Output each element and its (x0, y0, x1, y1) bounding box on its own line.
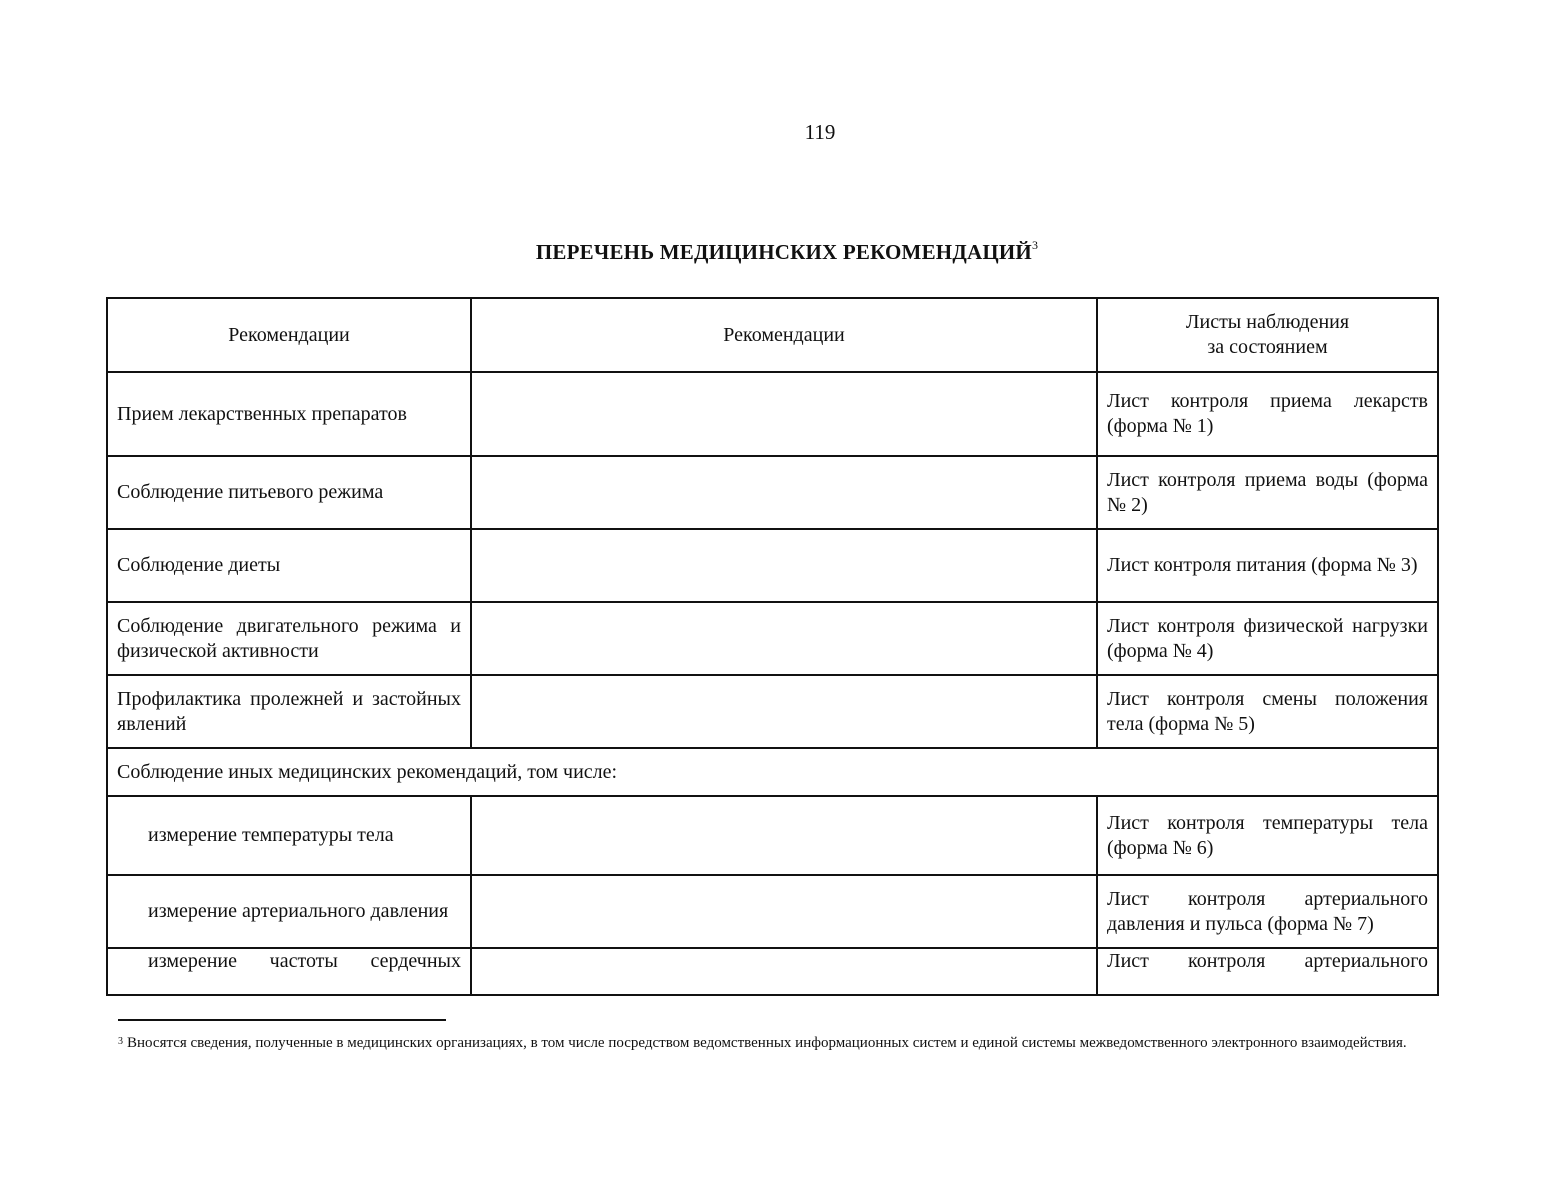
recommendation-cell: измерение частоты сердечных (107, 948, 471, 995)
sheet-cell: Лист контроля питания (форма № 3) (1097, 529, 1438, 602)
details-cell (471, 602, 1097, 675)
details-cell (471, 875, 1097, 948)
recommendation-cell: Прием лекарственных препаратов (107, 372, 471, 456)
details-cell (471, 372, 1097, 456)
table-row (107, 602, 1438, 675)
header-observation-sheets-line1: Листы наблюдения (1185, 311, 1350, 333)
table-header-row (107, 298, 1438, 372)
table-row (107, 456, 1438, 529)
sheet-cell: Лист контроля приема лекарств (форма № 1) (1097, 372, 1438, 456)
header-observation-sheets (1097, 298, 1438, 372)
recommendation-cell: Соблюдение двигательного режима и физической активности (107, 602, 471, 675)
header-observation-sheets-line2: за состоянием (1207, 336, 1328, 358)
details-cell (471, 796, 1097, 875)
footnote-text: Вносятся сведения, полученные в медицинских организациях, в том числе посредством ведомственных информационных систем и единой системы межведомственного электронного взаимодействия. (127, 1035, 1407, 1051)
sheet-cell: Лист контроля артериального (1097, 948, 1438, 995)
sheet-cell: Лист контроля физической нагрузки (форма № 4) (1097, 602, 1438, 675)
sheet-cell: Лист контроля приема воды (форма № 2) (1097, 456, 1438, 529)
table-row (107, 948, 1438, 995)
footnote-divider (118, 1019, 446, 1021)
recommendations-table (106, 297, 1439, 996)
recommendation-cell: Профилактика пролежней и застойных явлений (107, 675, 471, 748)
page-number: 119 (804, 120, 836, 144)
footnote-mark: 3 (118, 1036, 123, 1047)
header-recommendations-details: Рекомендации (471, 298, 1097, 372)
table-row (107, 372, 1438, 456)
recommendation-cell: Соблюдение питьевого режима (107, 456, 471, 529)
table-row (107, 675, 1438, 748)
details-cell (471, 456, 1097, 529)
header-recommendations: Рекомендации (107, 298, 471, 372)
table-row (107, 875, 1438, 948)
details-cell (471, 675, 1097, 748)
section-row-label: Соблюдение иных медицинских рекомендаций, том числе: (107, 748, 1438, 796)
sheet-cell: Лист контроля артериального давления и пульса (форма № 7) (1097, 875, 1438, 948)
details-cell (471, 948, 1097, 995)
title-footnote-mark: 3 (1031, 238, 1039, 252)
recommendation-cell: измерение температуры тела (107, 796, 471, 875)
section-row (107, 748, 1438, 796)
table-row (107, 796, 1438, 875)
page-title-text: ПЕРЕЧЕНЬ МЕДИЦИНСКИХ РЕКОМЕНДАЦИЙ (535, 240, 1032, 264)
recommendation-cell: измерение артериального давления (107, 875, 471, 948)
recommendation-cell: Соблюдение диеты (107, 529, 471, 602)
table-row (107, 529, 1438, 602)
sheet-cell: Лист контроля температуры тела (форма № 6) (1097, 796, 1438, 875)
sheet-cell: Лист контроля смены положения тела (форма № 5) (1097, 675, 1438, 748)
footnote (118, 1031, 1463, 1055)
page-title (0, 240, 1552, 265)
details-cell (471, 529, 1097, 602)
